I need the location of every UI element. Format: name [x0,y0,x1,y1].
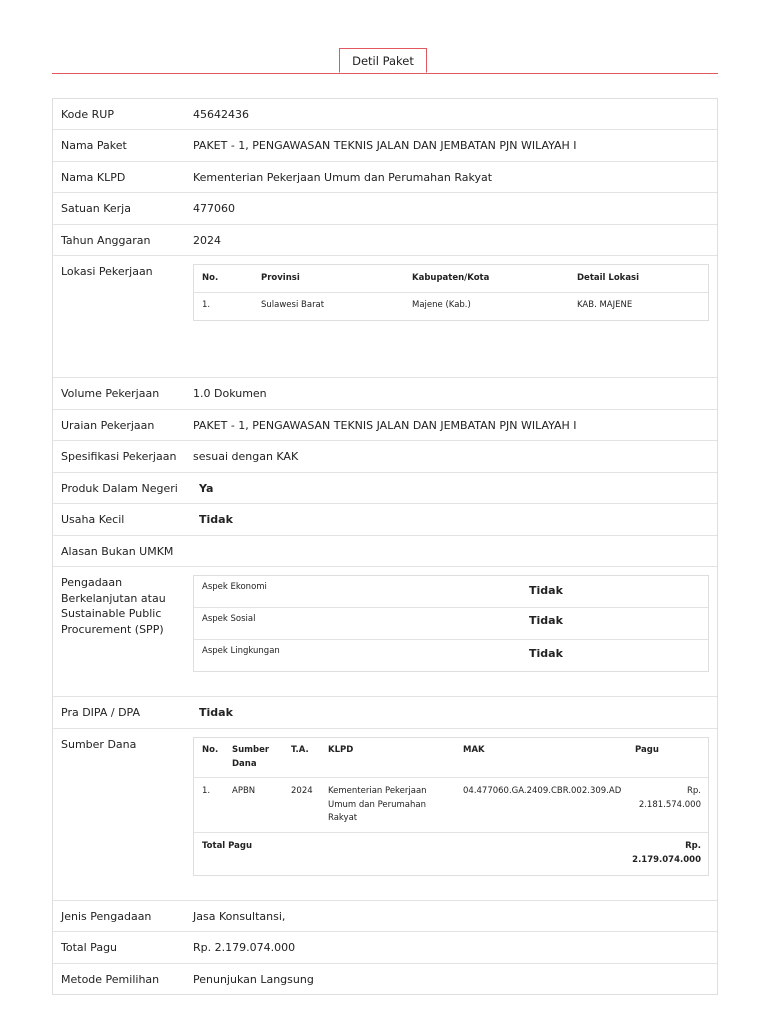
value-produk-dalam-negeri: Ya [199,482,214,495]
lokasi-header-no: No. [202,273,219,283]
table-row [194,608,708,640]
label-satuan-kerja: Satuan Kerja [61,202,131,215]
spp-value-ekonomi: Tidak [529,584,563,597]
spp-aspect-lingkungan: Aspek Lingkungan [202,646,280,656]
label-spesifikasi-pekerjaan: Spesifikasi Pekerjaan [61,450,177,463]
value-uraian-pekerjaan: PAKET - 1, PENGAWASAN TEKNIS JALAN DAN JEMBATAN PJN WILAYAH I [193,419,577,432]
spp-aspect-sosial: Aspek Sosial [202,614,256,624]
label-volume-pekerjaan: Volume Pekerjaan [61,387,160,400]
row-alasan-bukan-umkm [53,536,717,567]
spp-value-sosial: Tidak [529,614,563,627]
value-kode-rup: 45642436 [193,108,249,121]
row-usaha-kecil [53,504,717,536]
row-pra-dipa [53,697,717,729]
label-lokasi-pekerjaan: Lokasi Pekerjaan [61,265,153,278]
lokasi-header-kabupaten: Kabupaten/Kota [412,273,490,283]
label-spp: Pengadaan Berkelanjutan atau Sustainable Public Procurement (SPP) [61,576,166,636]
value-pra-dipa: Tidak [199,706,233,719]
label-jenis-pengadaan: Jenis Pengadaan [61,910,152,923]
detail-panel [52,98,718,995]
sd-cell-mak: 04.477060.GA.2409.CBR.002.309.AD [463,786,622,796]
spp-aspect-ekonomi: Aspek Ekonomi [202,582,267,592]
row-uraian-pekerjaan [53,410,717,441]
sd-header-no: No. [202,745,219,755]
table-row [194,640,708,671]
tab-bar [52,0,718,75]
sd-header-mak: MAK [463,745,485,755]
value-jenis-pengadaan: Jasa Konsultansi, [193,910,286,923]
sd-cell-pagu: Rp. 2.181.574.000 [638,786,701,810]
sd-header-pagu: Pagu [635,745,659,755]
sd-total-label: Total Pagu [202,841,253,851]
label-total-pagu: Total Pagu [61,941,118,954]
row-lokasi-pekerjaan [53,256,717,378]
value-spesifikasi-pekerjaan: sesuai dengan KAK [193,450,299,463]
label-nama-klpd: Nama KLPD [61,171,126,184]
row-volume-pekerjaan [53,378,717,410]
sd-total-value: Rp. 2.179.074.000 [632,841,701,865]
sd-header-sumber: Sumber Dana [232,745,270,769]
value-nama-paket: PAKET - 1, PENGAWASAN TEKNIS JALAN DAN JEMBATAN PJN WILAYAH I [193,139,577,152]
value-usaha-kecil: Tidak [199,513,233,526]
label-alasan-bukan-umkm: Alasan Bukan UMKM [61,545,174,558]
label-metode-pemilihan: Metode Pemilihan [61,973,160,986]
spp-value-lingkungan: Tidak [529,647,563,660]
value-metode-pemilihan: Penunjukan Langsung [193,973,314,986]
sd-cell-no: 1. [202,786,211,796]
lokasi-cell-provinsi: Sulawesi Barat [261,300,325,310]
value-tahun-anggaran: 2024 [193,234,221,247]
row-spesifikasi-pekerjaan [53,441,717,473]
row-tahun-anggaran [53,225,717,256]
value-nama-klpd: Kementerian Pekerjaan Umum dan Perumahan Rakyat [193,171,493,184]
sd-cell-sumber: APBN [232,786,256,796]
value-satuan-kerja: 477060 [193,202,235,215]
row-nama-paket [53,130,717,162]
label-kode-rup: Kode RUP [61,108,114,121]
row-satuan-kerja [53,193,717,225]
sd-cell-klpd: Kementerian Pekerjaan Umum dan Perumahan Rakyat [328,786,427,823]
label-uraian-pekerjaan: Uraian Pekerjaan [61,419,155,432]
sumber-dana-table [193,737,709,876]
sd-cell-ta: 2024 [291,786,313,796]
value-volume-pekerjaan: 1.0 Dokumen [193,387,267,400]
sd-header-ta: T.A. [291,745,309,755]
tab-detil-paket[interactable]: Detil Paket [339,48,427,73]
label-sumber-dana: Sumber Dana [61,738,137,751]
label-produk-dalam-negeri: Produk Dalam Negeri [61,482,178,495]
sumber-dana-table-header [194,738,708,778]
table-row [194,576,708,608]
row-spp [53,567,717,697]
row-sumber-dana [53,729,717,901]
table-row [194,293,708,320]
lokasi-table-header [194,265,708,293]
label-usaha-kecil: Usaha Kecil [61,513,125,526]
row-nama-klpd [53,162,717,193]
row-total-pagu [53,932,717,964]
lokasi-header-detail: Detail Lokasi [577,273,640,283]
lokasi-header-provinsi: Provinsi [261,273,300,283]
row-kode-rup [53,99,717,130]
value-total-pagu: Rp. 2.179.074.000 [193,941,296,954]
lokasi-table [193,264,709,321]
lokasi-cell-no: 1. [202,300,211,310]
sumber-dana-total-row [194,833,708,875]
label-tahun-anggaran: Tahun Anggaran [61,234,151,247]
lokasi-cell-detail: KAB. MAJENE [577,300,633,310]
label-nama-paket: Nama Paket [61,139,127,152]
row-jenis-pengadaan [53,901,717,932]
spp-table [193,575,709,672]
lokasi-cell-kabupaten: Majene (Kab.) [412,300,471,310]
label-pra-dipa: Pra DIPA / DPA [61,706,140,719]
row-metode-pemilihan [53,964,717,994]
row-produk-dalam-negeri [53,473,717,504]
sd-header-klpd: KLPD [328,745,354,755]
table-row [194,778,708,833]
